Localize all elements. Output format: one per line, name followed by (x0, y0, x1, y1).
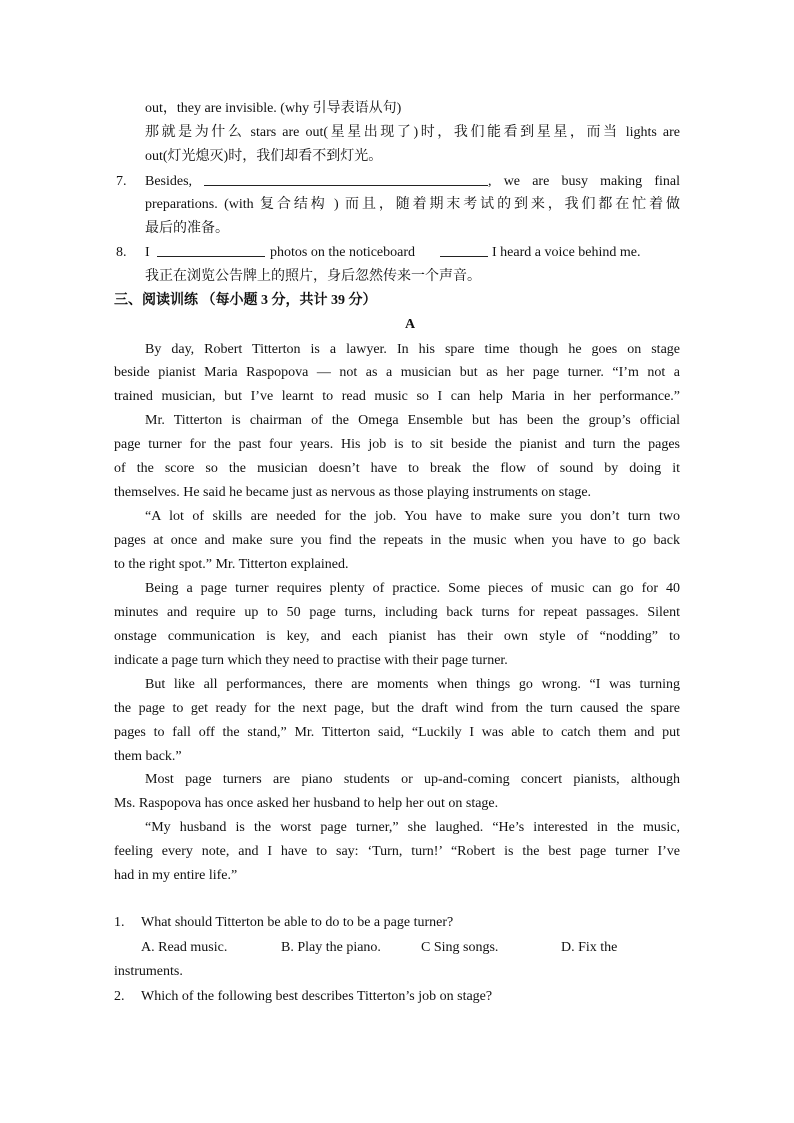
passage-line: By day, Robert Titterton is a lawyer. In his spare time though he goes on stage (145, 342, 680, 357)
passage-line: page turner for the past four years. His job is to sit beside the pianist and turn the pages (114, 437, 680, 452)
option-d-continuation: instruments. (114, 964, 183, 979)
passage-line: themselves. He said he became just as nervous as those playing instruments on stage. (114, 485, 592, 500)
question-number: 2. (114, 989, 125, 1004)
translation-line: 最后的准备。 (145, 221, 229, 236)
answer-blank[interactable] (204, 171, 488, 186)
passage-line: indicate a page turn which they need to practise with their page turner. (114, 653, 508, 668)
sentence-fragment: photos on the noticeboard (270, 245, 416, 260)
passage-line: trained musician, but I’ve learnt to read music so I can help Maria in her performance.” (114, 389, 680, 404)
sentence-fragment: , we are busy making final (488, 174, 680, 189)
answer-blank[interactable] (440, 242, 488, 257)
sentence-line: preparations. (with 复合结构 ) 而且，随着期末考试的到来，我们都在忙着做 (145, 197, 680, 212)
passage-line: Most page turners are piano students or up-and-coming concert pianists, although (145, 772, 680, 787)
passage-line: of the score so the musician doesn’t have to break the flow of sound by doing it (114, 461, 680, 476)
option-c[interactable]: C Sing songs. (421, 940, 499, 955)
passage-line: Being a page turner requires plenty of practice. Some pieces of music can go for 40 (145, 581, 680, 596)
question-text: Which of the following best describes Titterton’s job on stage? (141, 989, 493, 1004)
passage-line: “My husband is the worst page turner,” she laughed. “He’s interested in the music, (145, 820, 680, 835)
passage-line: feeling every note, and I have to say: ‘Turn, turn!’ “Robert is the best page turner I’ve (114, 844, 680, 859)
item-number: 8. (116, 245, 127, 260)
option-a[interactable]: A. Read music. (141, 940, 228, 955)
option-d[interactable]: D. Fix the (561, 940, 618, 955)
passage-line: to the right spot.” Mr. Titterton explained. (114, 557, 349, 572)
sentence-fragment: Besides, (145, 174, 193, 189)
section-heading: 三、阅读训练 （每小题 3 分，共计 39 分） (114, 293, 377, 308)
sentence-fragment: I heard a voice behind me. (492, 245, 641, 260)
sentence-fragment: I (145, 245, 150, 260)
passage-line: them back.” (114, 749, 182, 764)
passage-line: pages to fall off the stand,” Mr. Titterton said, “Luckily I was able to catch them and put (114, 725, 680, 740)
option-b[interactable]: B. Play the piano. (281, 940, 381, 955)
passage-line: pages at once and make sure you find the repeats in the music when you have to go back (114, 533, 680, 548)
passage-line: beside pianist Maria Raspopova — not as a musician but as her page turner. “I’m not a (114, 365, 680, 380)
item-number: 7. (116, 174, 127, 189)
translation-line: 那就是为什么 stars are out(星星出现了)时，我们能看到星星，而当 lights are (145, 125, 680, 140)
passage-line: “A lot of skills are needed for the job. You have to make sure you don’t turn two (145, 509, 680, 524)
translation-line: 我正在浏览公告牌上的照片，身后忽然传来一个声音。 (145, 269, 481, 284)
passage-line: had in my entire life.” (114, 868, 238, 883)
sentence-line: out，they are invisible. (why 引导表语从句) (145, 101, 402, 116)
passage-line: But like all performances, there are moments when things go wrong. “I was turning (145, 677, 680, 692)
passage-line: the page to get ready for the next page, but the draft wind from the turn caused the spare (114, 701, 680, 716)
question-number: 1. (114, 915, 125, 930)
answer-blank[interactable] (157, 242, 265, 257)
passage-line: Ms. Raspopova has once asked her husband to help her out on stage. (114, 796, 499, 811)
passage-line: Mr. Titterton is chairman of the Omega Ensemble but has been the group’s official (145, 413, 680, 428)
passage-line: onstage communication is key, and each pianist has their own style of “nodding” to (114, 629, 680, 644)
translation-line: out(灯光熄灭)时，我们却看不到灯光。 (145, 149, 383, 164)
passage-line: minutes and require up to 50 page turns, including back turns for repeat passages. Silent (114, 605, 680, 620)
question-text: What should Titterton be able to do to be a page turner? (141, 915, 454, 930)
passage-title: A (405, 317, 416, 332)
